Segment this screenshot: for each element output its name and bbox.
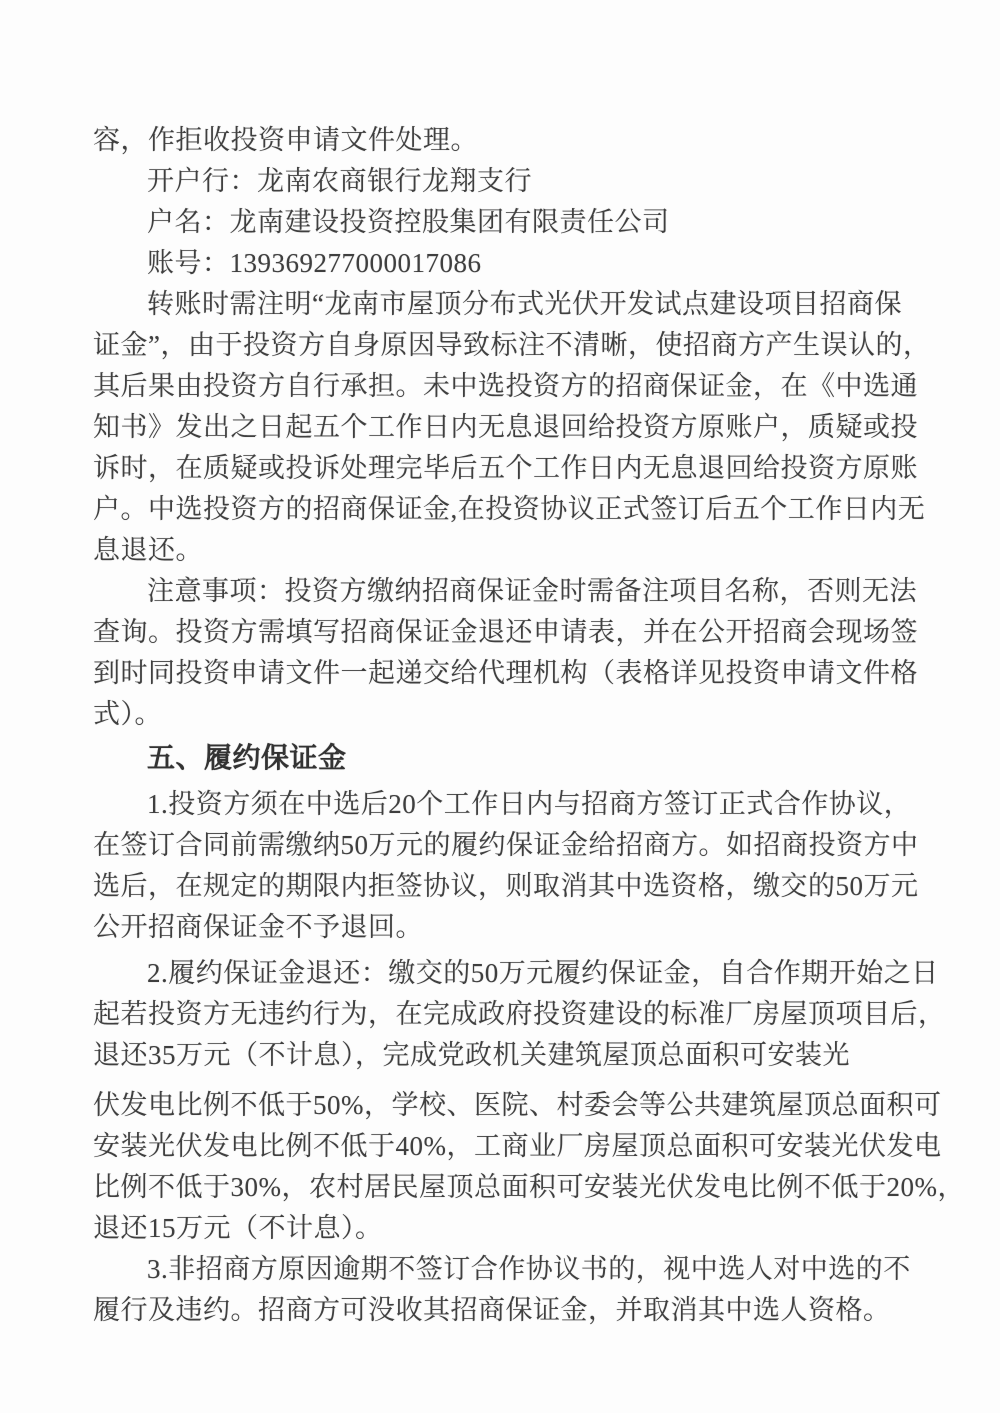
text-line: 式）。 bbox=[93, 699, 162, 729]
text-line: 证金”，由于投资方自身原因导致标注不清晰，使招商方产生误认的， bbox=[93, 330, 931, 360]
bank-branch-line: 开户行：龙南农商银行龙翔支行 bbox=[147, 166, 532, 196]
text-line: 公开招商保证金不予退回。 bbox=[93, 912, 423, 942]
transfer-note-line: 转账时需注明“龙南市屋顶分布式光伏开发试点建设项目招商保 bbox=[147, 289, 902, 319]
text-line: 退还35万元（不计息），完成党政机关建筑屋顶总面积可安装光 bbox=[93, 1040, 850, 1070]
account-name-line: 户名：龙南建设投资控股集团有限责任公司 bbox=[147, 207, 670, 237]
notes-line: 注意事项：投资方缴纳招商保证金时需备注项目名称，否则无法 bbox=[147, 576, 917, 606]
item-2-line: 2.履约保证金退还：缴交的50万元履约保证金，自合作期开始之日 bbox=[147, 958, 939, 988]
text-line-continuation: 容，作拒收投资申请文件处理。 bbox=[93, 125, 478, 155]
section-heading: 五、履约保证金 bbox=[147, 742, 347, 773]
text-line: 退还15万元（不计息）。 bbox=[93, 1213, 383, 1243]
item-3-line: 3.非招商方原因逾期不签订合作协议书的，视中选人对中选的不 bbox=[147, 1254, 911, 1284]
text-line: 在签订合同前需缴纳50万元的履约保证金给招商方。如招商投资方中 bbox=[93, 830, 919, 860]
text-line: 选后，在规定的期限内拒签协议，则取消其中选资格，缴交的50万元 bbox=[93, 871, 919, 901]
item-1-line: 1.投资方须在中选后20个工作日内与招商方签订正式合作协议， bbox=[147, 789, 912, 819]
text-line: 比例不低于30%，农村居民屋顶总面积可安装光伏发电比例不低于20%， bbox=[93, 1172, 965, 1202]
text-line: 安装光伏发电比例不低于40%，工商业厂房屋顶总面积可安装光伏发电 bbox=[93, 1131, 942, 1161]
text-line: 查询。投资方需填写招商保证金退还申请表，并在公开招商会现场签 bbox=[93, 617, 918, 647]
text-line: 伏发电比例不低于50%，学校、医院、村委会等公共建筑屋顶总面积可 bbox=[93, 1090, 942, 1120]
text-line: 其后果由投资方自行承担。未中选投资方的招商保证金，在《中选通 bbox=[93, 371, 918, 401]
text-line: 息退还。 bbox=[93, 535, 203, 565]
account-number-line: 账号：139369277000017086 bbox=[147, 248, 482, 278]
text-line: 履行及违约。招商方可没收其招商保证金，并取消其中选人资格。 bbox=[93, 1295, 891, 1325]
text-line: 到时同投资申请文件一起递交给代理机构（表格详见投资申请文件格 bbox=[93, 658, 918, 688]
text-line: 户。中选投资方的招商保证金,在投资协议正式签订后五个工作日内无 bbox=[93, 494, 926, 524]
text-line: 诉时，在质疑或投诉处理完毕后五个工作日内无息退回给投资方原账 bbox=[93, 453, 918, 483]
text-line: 知书》发出之日起五个工作日内无息退回给投资方原账户，质疑或投 bbox=[93, 412, 918, 442]
text-line: 起若投资方无违约行为，在完成政府投资建设的标准厂房屋顶项目后， bbox=[93, 999, 946, 1029]
